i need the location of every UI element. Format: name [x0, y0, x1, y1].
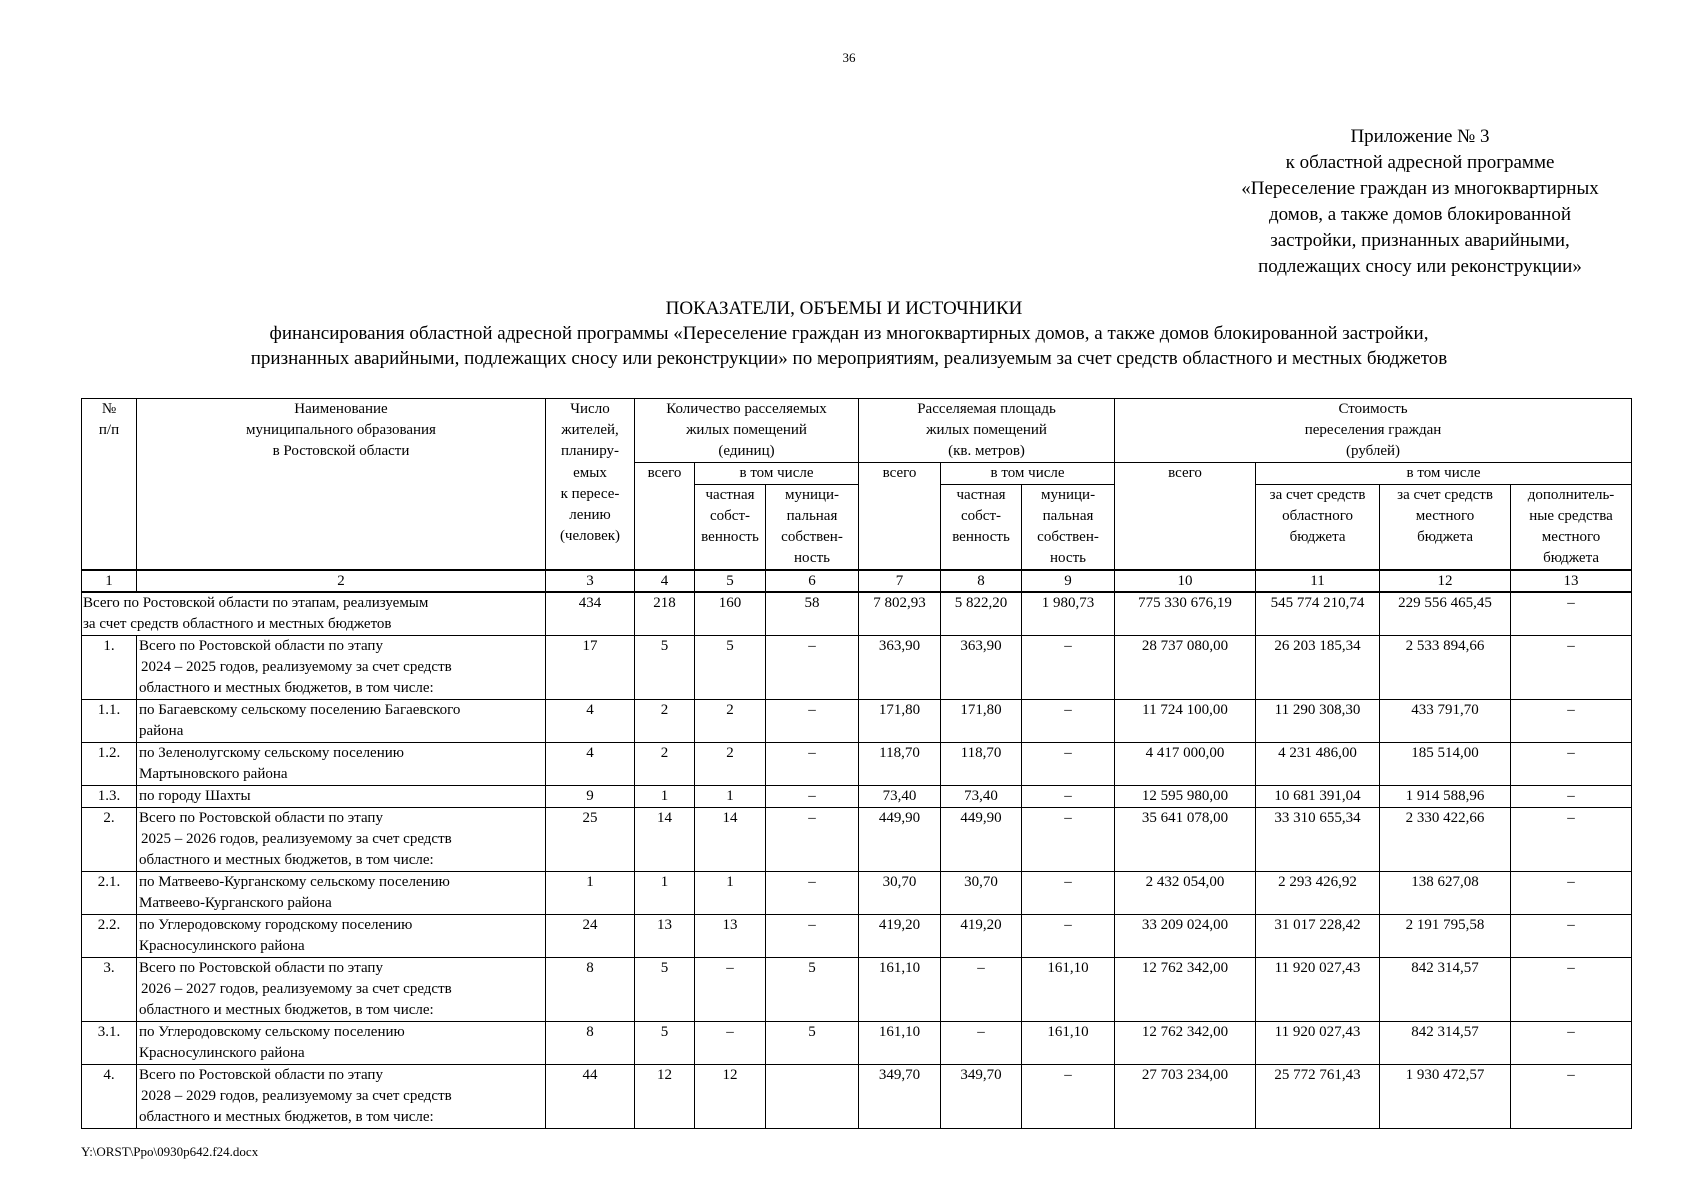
appendix-line: «Переселение граждан из многоквартирных [1241, 178, 1599, 199]
table-row [82, 1065, 1632, 1129]
row-number: 3.1. [82, 1022, 137, 1065]
column-number: 11 [1256, 570, 1380, 592]
title-line: финансирования областной адресной программы «Переселение граждан из многоквартирных домов, а также домов блокированной застройки, [269, 323, 1429, 344]
header-residents: Число жителей, планиру- [546, 399, 635, 463]
table-cell: 8 [546, 958, 635, 1022]
appendix-line: Приложение № 3 [1350, 126, 1490, 147]
table-cell: 10 681 391,04 [1256, 786, 1380, 808]
table-cell: 419,20 [859, 915, 941, 958]
table-cell: – [766, 872, 859, 915]
row-name: по Углеродовскому сельскому поселению Красносулинского района [137, 1022, 546, 1065]
table-row [82, 958, 1632, 1022]
row-number: 1.1. [82, 700, 137, 743]
table-cell: 4 [546, 743, 635, 786]
header-cost-including: в том числе [1256, 463, 1632, 485]
table-cell: 2 [635, 700, 695, 743]
table-cell: 1 [695, 786, 766, 808]
table-row [82, 915, 1632, 958]
table-cell: – [941, 958, 1022, 1022]
table-cell: 229 556 465,45 [1380, 592, 1511, 636]
table-cell: 8 [546, 1022, 635, 1065]
row-number: 4. [82, 1065, 137, 1129]
table-cell: – [941, 1022, 1022, 1065]
table-cell: 5 [635, 636, 695, 700]
financing-table [81, 398, 1632, 1129]
header-area-private: частная собст- венность [941, 485, 1022, 571]
table-cell: – [695, 1022, 766, 1065]
table-row [82, 872, 1632, 915]
row-number: 3. [82, 958, 137, 1022]
table-cell: 433 791,70 [1380, 700, 1511, 743]
header-units-group: Количество расселяемых жилых помещений (единиц) [635, 399, 859, 463]
table-cell: 11 290 308,30 [1256, 700, 1380, 743]
table-cell: 4 231 486,00 [1256, 743, 1380, 786]
table-cell: 24 [546, 915, 635, 958]
table-cell: – [1022, 700, 1115, 743]
table-cell: – [1511, 743, 1632, 786]
header-area-group: Расселяемая площадь жилых помещений (кв. метров) [859, 399, 1115, 463]
appendix-line: к областной адресной программе [1285, 152, 1555, 173]
row-name-line: областного и местных бюджетов, в том числе: [139, 680, 434, 696]
row-name-line: 2026 – 2027 годов, реализуемому за счет средств [141, 981, 452, 997]
row-name: по городу Шахты [137, 786, 546, 808]
row-name-line: Всего по Ростовской области по этапу [139, 960, 383, 976]
table-cell: 2 330 422,66 [1380, 808, 1511, 872]
table-cell: 12 762 342,00 [1115, 1022, 1256, 1065]
table-cell: 449,90 [859, 808, 941, 872]
column-number: 9 [1022, 570, 1115, 592]
column-number: 3 [546, 570, 635, 592]
table-cell: – [1022, 872, 1115, 915]
table-cell: 1 [695, 872, 766, 915]
appendix-line: домов, а также домов блокированной [1268, 204, 1572, 225]
table-cell: – [1511, 786, 1632, 808]
table-cell: – [1511, 1022, 1632, 1065]
column-number-row [82, 570, 1632, 592]
table-cell: 775 330 676,19 [1115, 592, 1256, 636]
table-cell: 9 [546, 786, 635, 808]
table-cell: 5 [766, 958, 859, 1022]
row-name: по Багаевскому сельскому поселению Багаевского района [137, 700, 546, 743]
column-number: 12 [1380, 570, 1511, 592]
table-cell: 171,80 [859, 700, 941, 743]
table-row [82, 808, 1632, 872]
column-number: 13 [1511, 570, 1632, 592]
table-cell: 5 [766, 1022, 859, 1065]
column-number: 2 [137, 570, 546, 592]
table-cell: – [1511, 636, 1632, 700]
table-cell: 171,80 [941, 700, 1022, 743]
table-cell: – [1511, 915, 1632, 958]
table-cell: 218 [635, 592, 695, 636]
table-cell: 419,20 [941, 915, 1022, 958]
table-cell: 25 772 761,43 [1256, 1065, 1380, 1129]
table-cell: – [766, 743, 859, 786]
column-number: 1 [82, 570, 137, 592]
table-cell: 73,40 [941, 786, 1022, 808]
table-cell: 2 293 426,92 [1256, 872, 1380, 915]
table-cell: 33 310 655,34 [1256, 808, 1380, 872]
table-cell: – [1022, 743, 1115, 786]
table-cell: – [766, 808, 859, 872]
table-cell: – [695, 958, 766, 1022]
table-cell: – [766, 915, 859, 958]
table-cell: 160 [695, 592, 766, 636]
table-cell: 2 [695, 743, 766, 786]
table-cell: 5 [695, 636, 766, 700]
table-cell: – [766, 636, 859, 700]
table-cell: 28 737 080,00 [1115, 636, 1256, 700]
table-cell: 5 822,20 [941, 592, 1022, 636]
table-cell: 13 [695, 915, 766, 958]
row-name [137, 636, 546, 700]
row-name: по Углеродовскому городскому поселению Красносулинского района [137, 915, 546, 958]
table-cell: 12 595 980,00 [1115, 786, 1256, 808]
column-number: 7 [859, 570, 941, 592]
table-row [82, 636, 1632, 700]
table-cell: – [766, 700, 859, 743]
table-row [82, 700, 1632, 743]
row-name-line: 2025 – 2026 годов, реализуемому за счет средств [141, 831, 452, 847]
table-cell: – [1511, 872, 1632, 915]
table-cell: 12 762 342,00 [1115, 958, 1256, 1022]
table-cell: 35 641 078,00 [1115, 808, 1256, 872]
table-cell: 842 314,57 [1380, 958, 1511, 1022]
title-heading: ПОКАЗАТЕЛИ, ОБЪЕМЫ И ИСТОЧНИКИ [665, 298, 1023, 319]
table-cell: – [1022, 1065, 1115, 1129]
table-cell: 449,90 [941, 808, 1022, 872]
table-cell: 4 417 000,00 [1115, 743, 1256, 786]
table-cell: 33 209 024,00 [1115, 915, 1256, 958]
header-area-municipal: муници- пальная собствен- ность [1022, 485, 1115, 571]
header-area-including: в том числе [941, 463, 1115, 485]
table-row [82, 1022, 1632, 1065]
header-cost-total: всего [1115, 463, 1256, 571]
header-units-private: частная собст- венность [695, 485, 766, 571]
appendix-caption [1210, 124, 1630, 280]
row-name-line: 2028 – 2029 годов, реализуемому за счет средств [141, 1088, 452, 1104]
table-cell: – [1022, 915, 1115, 958]
table-cell: 161,10 [859, 958, 941, 1022]
row-name [137, 1065, 546, 1129]
row-name-line: областного и местных бюджетов, в том числе: [139, 852, 434, 868]
table-cell: – [1022, 808, 1115, 872]
total-row-label: Всего по Ростовской области по этапам, реализуемым за счет средств областного и местных бюджетов [82, 592, 546, 636]
table-cell: 11 724 100,00 [1115, 700, 1256, 743]
table-cell: 44 [546, 1065, 635, 1129]
column-number: 5 [695, 570, 766, 592]
table-cell: 1 980,73 [1022, 592, 1115, 636]
appendix-line: подлежащих сносу или реконструкции» [1258, 256, 1582, 277]
table-cell: 2 [635, 743, 695, 786]
table-cell: 58 [766, 592, 859, 636]
table-cell: – [1511, 1065, 1632, 1129]
table-cell: 349,70 [941, 1065, 1022, 1129]
header-cost-group: Стоимость переселения граждан (рублей) [1115, 399, 1632, 463]
table-cell: 2 [695, 700, 766, 743]
table-cell: 5 [635, 958, 695, 1022]
table-cell: 363,90 [859, 636, 941, 700]
row-name-line: областного и местных бюджетов, в том числе: [139, 1002, 434, 1018]
table-cell: 842 314,57 [1380, 1022, 1511, 1065]
table-cell: 17 [546, 636, 635, 700]
table-cell: 14 [635, 808, 695, 872]
table-cell: 185 514,00 [1380, 743, 1511, 786]
row-name: по Зеленолугскому сельскому поселению Мартыновского района [137, 743, 546, 786]
table-cell: 118,70 [859, 743, 941, 786]
header-units-municipal: муници- пальная собствен- ность [766, 485, 859, 571]
table-cell [766, 1065, 859, 1129]
table-cell: 12 [695, 1065, 766, 1129]
table-cell: – [1022, 786, 1115, 808]
row-name [137, 958, 546, 1022]
table-cell: 349,70 [859, 1065, 941, 1129]
table-cell: 1 930 472,57 [1380, 1065, 1511, 1129]
file-path-note: Y:\ORST\Ppo\0930p642.f24.docx [81, 1144, 259, 1159]
header-residents-cont: емых к пересе- лению (человек) [546, 463, 635, 571]
header-cost-local: за счет средств местного бюджета [1380, 485, 1511, 571]
table-cell: – [1511, 958, 1632, 1022]
table-cell: 138 627,08 [1380, 872, 1511, 915]
row-number: 1.2. [82, 743, 137, 786]
document-title [0, 296, 1698, 371]
table-cell: – [1511, 592, 1632, 636]
table-cell: 12 [635, 1065, 695, 1129]
column-number: 10 [1115, 570, 1256, 592]
table-cell: 1 914 588,96 [1380, 786, 1511, 808]
row-name: по Матвеево-Курганскому сельскому поселению Матвеево-Курганского района [137, 872, 546, 915]
table-cell: 31 017 228,42 [1256, 915, 1380, 958]
table-cell: 30,70 [941, 872, 1022, 915]
table-cell: 27 703 234,00 [1115, 1065, 1256, 1129]
table-cell: 73,40 [859, 786, 941, 808]
row-name-line: Всего по Ростовской области по этапу [139, 1067, 383, 1083]
table-cell: 2 432 054,00 [1115, 872, 1256, 915]
table-row-total [82, 592, 1632, 636]
table-cell: 118,70 [941, 743, 1022, 786]
table-row [82, 786, 1632, 808]
page-number: 36 [842, 50, 856, 65]
table-cell: 11 920 027,43 [1256, 1022, 1380, 1065]
table-cell: 14 [695, 808, 766, 872]
table-cell: – [1022, 636, 1115, 700]
table-cell: 7 802,93 [859, 592, 941, 636]
table-cell: – [1511, 700, 1632, 743]
table-cell: 5 [635, 1022, 695, 1065]
table-cell: 4 [546, 700, 635, 743]
header-num: № п/п [82, 399, 137, 571]
header-name: Наименование муниципального образования в Ростовской области [137, 399, 546, 571]
table-cell: 1 [546, 872, 635, 915]
table-cell: 434 [546, 592, 635, 636]
row-number: 2. [82, 808, 137, 872]
table-cell: 13 [635, 915, 695, 958]
table-cell: 363,90 [941, 636, 1022, 700]
header-units-total: всего [635, 463, 695, 571]
table-cell: 30,70 [859, 872, 941, 915]
table-cell: 1 [635, 872, 695, 915]
row-name-line: Всего по Ростовской области по этапу [139, 810, 383, 826]
table-cell: 2 533 894,66 [1380, 636, 1511, 700]
row-number: 2.1. [82, 872, 137, 915]
table-cell: 161,10 [1022, 1022, 1115, 1065]
column-number: 4 [635, 570, 695, 592]
row-name-line: Всего по Ростовской области по этапу [139, 638, 383, 654]
appendix-line: застройки, признанных аварийными, [1270, 230, 1570, 251]
header-cost-regional: за счет средств областного бюджета [1256, 485, 1380, 571]
row-name-line: областного и местных бюджетов, в том числе: [139, 1109, 434, 1125]
header-area-total: всего [859, 463, 941, 571]
row-number: 1.3. [82, 786, 137, 808]
table-cell: 545 774 210,74 [1256, 592, 1380, 636]
table-cell: 25 [546, 808, 635, 872]
table-cell: 1 [635, 786, 695, 808]
column-number: 6 [766, 570, 859, 592]
header-units-including: в том числе [695, 463, 859, 485]
row-number: 2.2. [82, 915, 137, 958]
table-cell: 161,10 [859, 1022, 941, 1065]
table-row [82, 743, 1632, 786]
table-cell: 26 203 185,34 [1256, 636, 1380, 700]
table-cell: 2 191 795,58 [1380, 915, 1511, 958]
column-number: 8 [941, 570, 1022, 592]
title-line: признанных аварийными, подлежащих сносу или реконструкции» по мероприятиям, реализуемым за счет средств областного и местных бюджетов [250, 348, 1448, 369]
table-cell: 161,10 [1022, 958, 1115, 1022]
row-name [137, 808, 546, 872]
row-name-line: 2024 – 2025 годов, реализуемому за счет средств [141, 659, 452, 675]
row-number: 1. [82, 636, 137, 700]
table-cell: 11 920 027,43 [1256, 958, 1380, 1022]
table-cell: – [1511, 808, 1632, 872]
header-cost-extra: дополнитель- ные средства местного бюджета [1511, 485, 1632, 571]
table-cell: – [766, 786, 859, 808]
